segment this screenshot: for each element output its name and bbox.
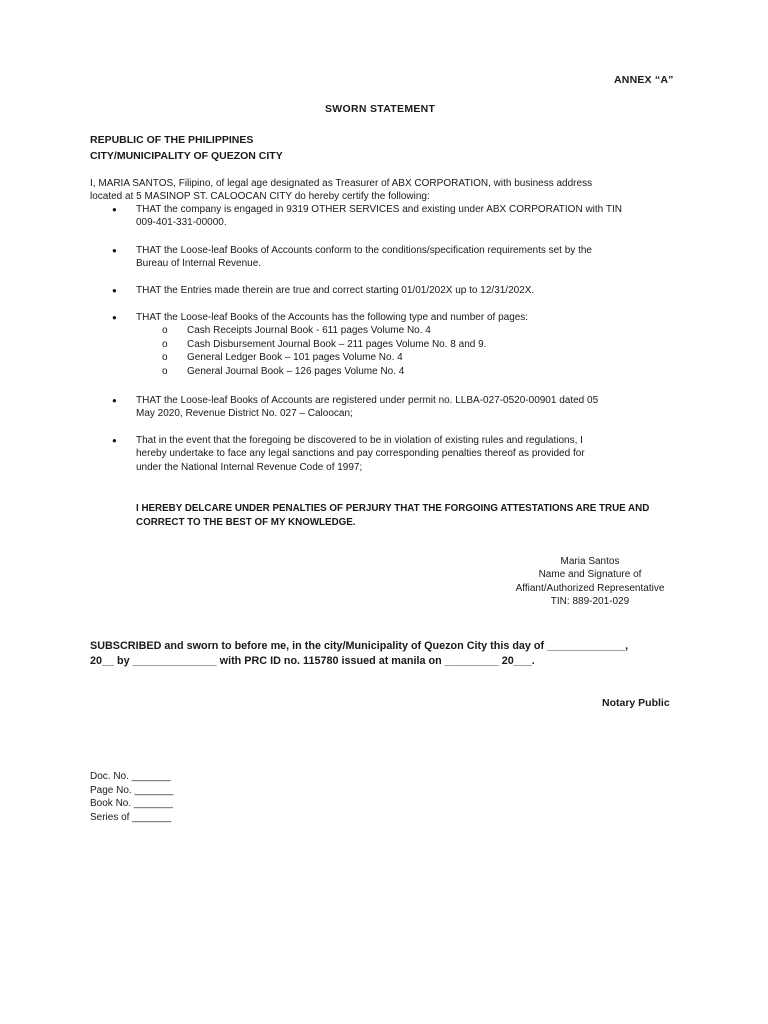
jurisdiction-city: CITY/MUNICIPALITY OF QUEZON CITY: [90, 150, 283, 162]
bullet-icon: ●: [112, 286, 117, 295]
perjury-declaration: [136, 502, 676, 529]
page-number: Page No. _______: [90, 784, 174, 796]
sub-bullet-icon: o: [162, 338, 168, 350]
affiant-tin: TIN: 889-201-029: [550, 596, 630, 608]
jurat-line: SUBSCRIBED and sworn to before me, in the city/Municipality of Quezon City this day of _____________,: [90, 640, 629, 652]
intro-paragraph: [90, 177, 690, 204]
bullet-icon: ●: [112, 436, 117, 445]
sub-bullet-icon: o: [162, 365, 168, 377]
bullet-icon: ●: [112, 205, 117, 214]
book-entry: Cash Receipts Journal Book - 611 pages Volume No. 4: [187, 325, 431, 337]
item-line: May 2020, Revenue District No. 027 – Caloocan;: [136, 408, 353, 420]
declaration-line: CORRECT TO THE BEST OF MY KNOWLEDGE.: [136, 516, 356, 528]
item-line: 009-401-331-00000.: [136, 217, 227, 229]
item-line: THAT the Entries made therein are true and correct starting 01/01/202X up to 12/31/202X.: [136, 285, 535, 296]
notarial-register: [90, 770, 173, 824]
annex-label: ANNEX “A”: [614, 74, 674, 86]
document-title: SWORN STATEMENT: [325, 103, 436, 115]
book-entry: General Journal Book – 126 pages Volume No. 4: [187, 365, 405, 377]
bullet-icon: ●: [112, 396, 117, 405]
signature-block: [470, 555, 710, 609]
bullet-icon: ●: [112, 246, 117, 255]
item-line: THAT the company is engaged in 9319 OTHER SERVICES and existing under ABX CORPORATION with TIN: [136, 204, 622, 215]
affiant-name: Maria Santos: [560, 556, 620, 567]
doc-number: Doc. No. _______: [90, 771, 171, 782]
series-year: Series of _______: [90, 811, 172, 823]
book-entry: Cash Disbursement Journal Book – 211 pages Volume No. 8 and 9.: [187, 338, 487, 350]
intro-line: located at 5 MASINOP ST. CALOOCAN CITY do hereby certify the following:: [90, 191, 430, 203]
jurat-line: 20__ by ______________ with PRC ID no. 115780 issued at manila on _________ 20___.: [90, 654, 535, 667]
sub-bullet-icon: o: [162, 352, 168, 364]
item-line: That in the event that the foregoing be discovered to be in violation of existing rules and regulations, I: [136, 435, 583, 446]
jurisdiction-country: REPUBLIC OF THE PHILIPPINES: [90, 134, 254, 146]
notary-label: Notary Public: [602, 697, 670, 709]
sub-bullet-icon: o: [162, 325, 168, 337]
jurisdiction-header: [90, 132, 283, 164]
item-line: hereby undertake to face any legal sanctions and pay corresponding penalties thereof as provided for: [136, 448, 585, 460]
intro-line: I, MARIA SANTOS, Filipino, of legal age designated as Treasurer of ABX CORPORATION, with business address: [90, 178, 593, 189]
item-line: THAT the Loose-leaf Books of Accounts conform to the conditions/specification requirements set by the: [136, 245, 592, 256]
bullet-icon: ●: [112, 313, 117, 322]
book-number: Book No. _______: [90, 798, 173, 809]
signature-caption: Name and Signature of: [538, 569, 642, 581]
declaration-line: I HEREBY DELCARE UNDER PENALTIES OF PERJURY THAT THE FORGOING ATTESTATIONS ARE TRUE AND: [136, 503, 650, 514]
item-line: THAT the Loose-leaf Books of the Accounts has the following type and number of pages:: [136, 312, 529, 323]
item-line: under the National Internal Revenue Code of 1997;: [136, 461, 363, 473]
item-line: THAT the Loose-leaf Books of Accounts are registered under permit no. LLBA-027-0520-00901 dated 05: [136, 395, 599, 406]
signature-caption: Affiant/Authorized Representative: [515, 582, 665, 594]
item-line: Bureau of Internal Revenue.: [136, 258, 262, 270]
book-entry: General Ledger Book – 101 pages Volume No. 4: [187, 352, 403, 364]
jurat-paragraph: [90, 639, 690, 668]
